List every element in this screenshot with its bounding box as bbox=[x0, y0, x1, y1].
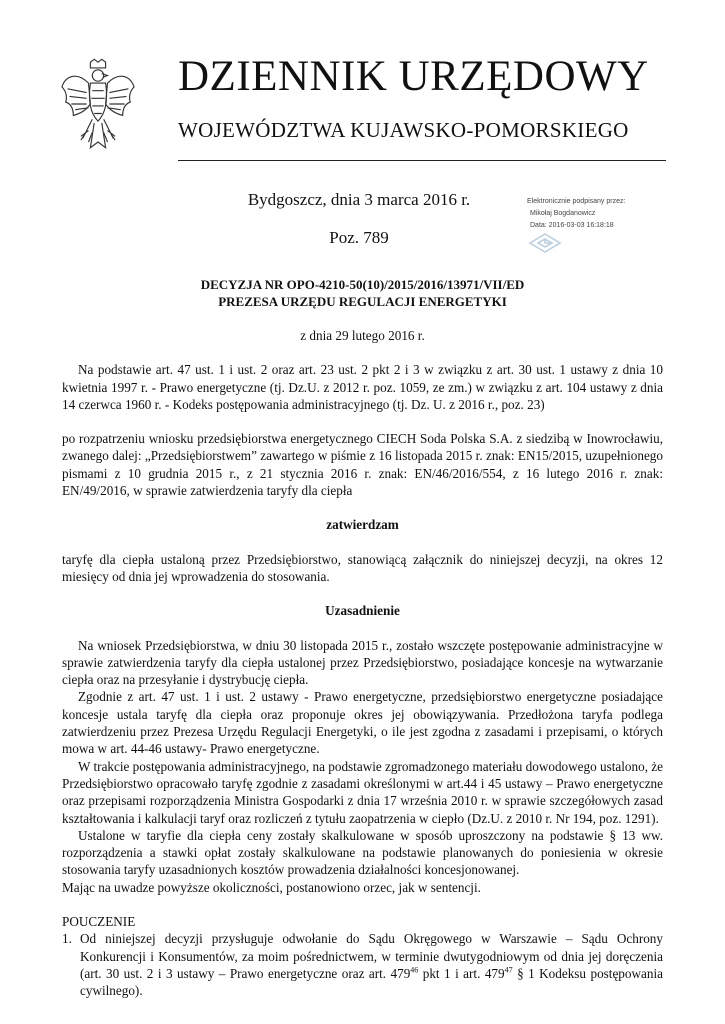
document-body bbox=[62, 276, 663, 1000]
journal-subtitle: WOJEWÓDZTWA KUJAWSKO-POMORSKIEGO bbox=[178, 118, 629, 142]
signer-name: Mikołaj Bogdanowicz bbox=[530, 210, 596, 217]
masthead-divider bbox=[178, 160, 666, 161]
justification-heading: Uzasadnienie bbox=[325, 603, 400, 619]
position-number: Poz. 789 bbox=[329, 228, 389, 247]
journal-title: DZIENNIK URZĘDOWY bbox=[178, 53, 649, 100]
list-item bbox=[62, 930, 663, 999]
decision-date: z dnia 29 lutego 2016 r. bbox=[300, 328, 425, 343]
decision-heading: zatwierdzam bbox=[326, 517, 399, 533]
request-paragraph: po rozpatrzeniu wniosku przedsiębiorstwa energetycznego CIECH Soda Polska S.A. z siedzibą w Inowrocławiu, zwanego dalej: „Przedsiębiorstwem” zawartego w piśmie z 16 listopada 2015 r. znak: EN15/2015, uzupełnionego pismami z 10 grudnia 2015 r., z 21 stycznia 2016 r. znak: EN/46/2016/554, z 16 lutego 2016 r. znak: EN/49/2016, w sprawie zatwierdzenia taryfy dla ciepła bbox=[62, 431, 663, 499]
polish-eagle-emblem-icon bbox=[60, 58, 136, 150]
instruction-heading: POUCZENIE bbox=[62, 914, 136, 930]
legal-basis-paragraph: Na podstawie art. 47 ust. 1 i ust. 2 oraz art. 23 ust. 2 pkt 2 i 3 w związku z art. 30 ust. 1 ustawy z dnia 10 kwietnia 1997 r. - Prawo energetyczne (tj. Dz.U. z 2012 r. poz. 1059, ze zm.) w związku z art. 104 ustawy z dnia 14 czerwca 1960 r. - Kodeks postępowania administracyjnego (tj. Dz. U. z 2016 r., poz. 23) bbox=[62, 362, 663, 412]
issuer-title: PREZESA URZĘDU REGULACJI ENERGETYKI bbox=[218, 294, 507, 309]
signature-label: Elektronicznie podpisany przez: bbox=[527, 198, 626, 205]
instruction-list bbox=[62, 930, 663, 999]
justification-paragraph: Ustalone w taryfie dla ciepła ceny zostały skalkulowane w sposób uproszczony na podstawie § 13 ww. rozporządzenia a stawki opłat zostały skalkulowane na podstawie planowanych do poniesienia w okresie stosowania taryfy uzasadnionych kosztów prowadzenia działalności koncesjonowanej. bbox=[62, 827, 663, 878]
justification-paragraph: W trakcie postępowania administracyjnego, na podstawie zgromadzonego materiału dowodowego ustalono, że Przedsiębiorstwo opracowało taryfę zgodnie z zasadami określonymi w art.44 i 45 ustawy – Prawo energetyczne oraz przepisami rozporządzenia Ministra Gospodarki z dnia 17 września 2010 r. w sprawie szczegółowych zasad kształtowania i kalkulacji taryf oraz rozliczeń z tytułu zaopatrzenia w ciepło (Dz.U. z 2010 r. Nr 194, poz. 1291). bbox=[62, 758, 663, 826]
conclusion-paragraph: Mając na uwadze powyższe okoliczności, postanowiono orzec, jak w sentencji. bbox=[62, 879, 481, 895]
signature-date: Data: 2016-03-03 16:18:18 bbox=[530, 222, 614, 229]
e-signature-logo-icon bbox=[528, 232, 562, 254]
justification-paragraph: Na wniosek Przedsiębiorstwa, w dniu 30 listopada 2015 r., zostało wszczęte postępowanie administracyjne w sprawie zatwierdzenia taryfy dla ciepła ustalonej przez Przedsiębiorstwo, posiadające koncesje na wytwarzanie ciepła oraz na przesyłanie i dystrybucję ciepła. bbox=[62, 637, 663, 688]
list-item-text: Od niniejszej decyzji przysługuje odwołanie do Sądu Okręgowego w Warszawie – Sądu Ochrony Konkurencji i Konsumentów, za moim pośrednictwem, w terminie dwutygodniowym od dnia jej doręczenia (art. 30 ust. 2 i 3 ustawy – Prawo energetyczne oraz art. $479^{46}$ pkt 1 i art. $479^{47}$ § 1 Kodeksu postępowania cywilnego). bbox=[80, 931, 663, 999]
decision-title: DECYZJA NR OPO-4210-50(10)/2015/2016/13971/VII/ED bbox=[200, 277, 525, 292]
decision-paragraph: taryfę dla ciepła ustaloną przez Przedsiębiorstwo, stanowiącą załącznik do niniejszej decyzji, na okres 12 miesięcy od dnia jej wprowadzenia do stosowania. bbox=[62, 551, 663, 584]
electronic-signature bbox=[527, 196, 625, 232]
list-item-number: 1. bbox=[62, 931, 72, 947]
place-date: Bydgoszcz, dnia 3 marca 2016 r. bbox=[247, 190, 471, 209]
justification-paragraph: Zgodnie z art. 47 ust. 1 i ust. 2 ustawy - Prawo energetyczne, przedsiębiorstwo energetyczne posiadające koncesje ustala taryfę dla ciepła oraz proponuje okres jej obowiązywania. Przedłożona taryfa podlega zatwierdzeniu przez Prezesa Urzędu Regulacji Energetyki, o ile jest zgodna z zasadami i przepisami, o których mowa w art. 44-46 ustawy- Prawo energetyczne. bbox=[62, 689, 663, 757]
